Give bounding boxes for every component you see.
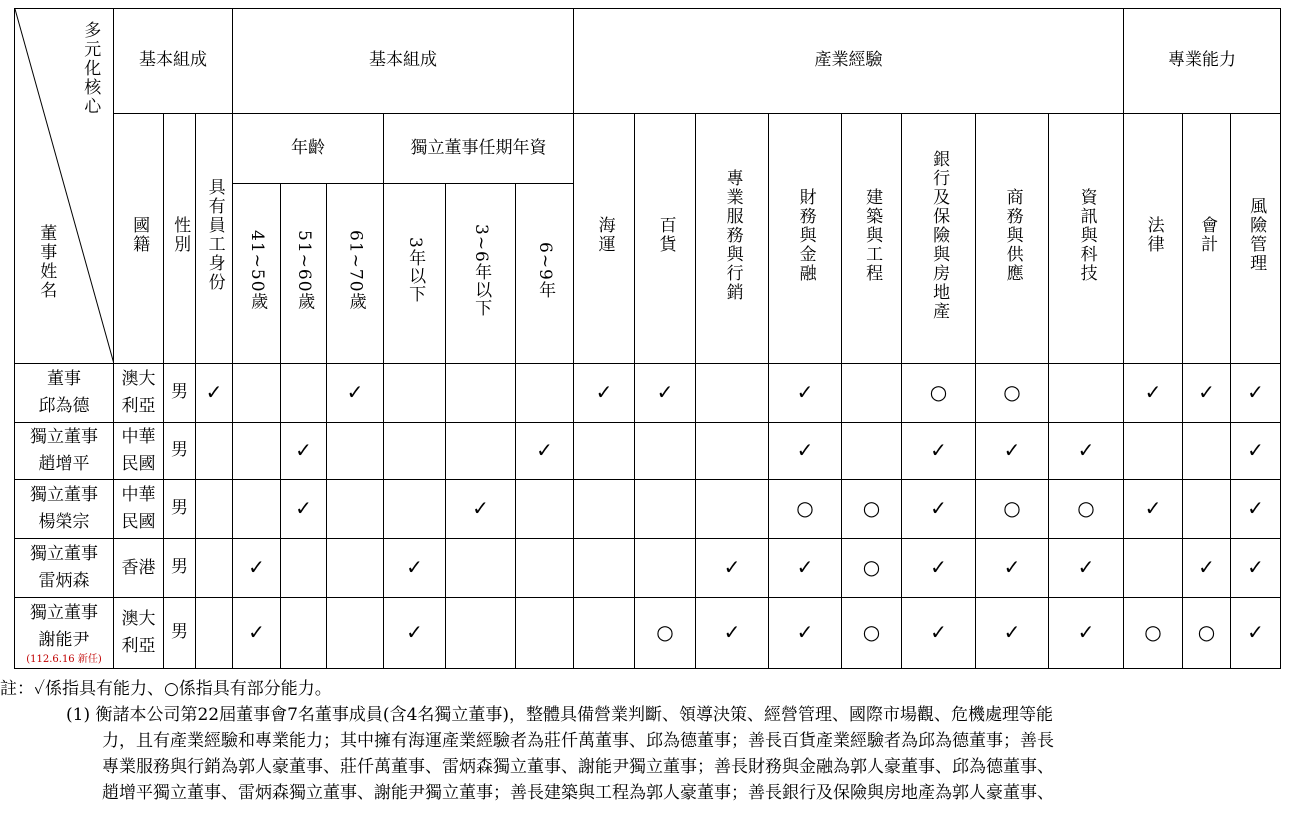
capability-cell [233,423,281,480]
partial-circle-icon: ○ [929,380,948,405]
capability-cell [902,423,976,480]
capability-cell [1183,423,1231,480]
partial-circle-icon: ○ [1197,620,1216,645]
capability-cell [574,598,635,669]
capability-cell [1049,423,1124,480]
check-mark-icon: ✓ [723,620,741,645]
check-mark-icon: ✓ [723,555,741,580]
director-name-cell [15,364,114,423]
partial-circle-icon: ○ [796,496,814,521]
check-mark-icon: ✓ [406,620,423,645]
capability-cell [696,480,769,539]
check-mark-icon: ✓ [595,380,613,405]
gender-cell: 男 [164,598,196,669]
board-diversity-table [14,8,1281,669]
capability-cell [769,598,842,669]
capability-cell [327,598,384,669]
nationality-text: 澳大 [121,369,156,389]
col-header-age-51-60: 51~60歲 [281,184,327,364]
check-mark-icon: ✓ [930,555,947,580]
col-header-gender: 性別 [164,114,196,364]
capability-cell [769,480,842,539]
check-mark-icon: ✓ [796,620,814,645]
subgroup-header-age: 年齡 [233,114,384,184]
capability-cell [769,364,842,423]
nationality-cell [114,480,164,539]
capability-cell [574,480,635,539]
check-mark-icon: ✓ [1003,555,1021,580]
check-mark-icon: ✓ [796,438,814,463]
check-mark-icon: ✓ [1247,555,1264,580]
capability-cell [635,423,696,480]
capability-cell [233,598,281,669]
director-name-cell [15,480,114,539]
capability-cell [1231,423,1281,480]
check-mark-icon: ✓ [1003,438,1021,463]
col-header-tenure-6-9: 6~9年 [516,184,574,364]
table-row [15,364,1281,423]
check-mark-icon: ✓ [1247,496,1264,521]
capability-cell [842,480,902,539]
capability-cell [842,539,902,598]
director-name: 邱為德 [38,396,90,416]
check-mark-icon: ✓ [472,496,489,521]
capability-cell [1124,423,1183,480]
capability-cell [281,480,327,539]
capability-cell [281,364,327,423]
col-header-banking: 銀行及保險與房地產 [902,114,976,364]
director-title: 獨立董事 [30,485,98,505]
col-header-age-41-50: 41~50歲 [233,184,281,364]
capability-cell [446,480,516,539]
capability-cell [976,423,1049,480]
check-mark-icon: ✓ [295,438,312,463]
check-mark-icon: ✓ [248,620,265,645]
nationality-text: 中華 [121,427,156,447]
capability-cell [1231,539,1281,598]
capability-cell [1231,598,1281,669]
note-paragraph-line: 專業服務與行銷為郭人豪董事、莊仟萬董事、雷炳森獨立董事、謝能尹獨立董事；善長財務與金融為郭人豪董事、邱為德董事、 [102,757,1054,777]
director-name: 楊榮宗 [38,512,90,532]
check-mark-icon: ✓ [1247,438,1264,463]
check-mark-icon: ✓ [930,496,947,521]
capability-cell [574,423,635,480]
capability-cell [516,598,574,669]
capability-cell [384,480,446,539]
capability-cell [281,423,327,480]
capability-cell [516,539,574,598]
capability-cell [384,598,446,669]
capability-cell [902,598,976,669]
table-body [15,364,1281,669]
gender-cell: 男 [164,480,196,539]
capability-cell [902,480,976,539]
partial-circle-icon: ○ [1003,380,1021,405]
capability-cell [976,364,1049,423]
col-header-trade: 商務與供應 [976,114,1049,364]
capability-cell [446,423,516,480]
group-header-professional: 專業能力 [1124,9,1281,114]
note-paragraph-line: 趙增平獨立董事、雷炳森獨立董事、謝能尹獨立董事；善長建築與工程為郭人豪董事；善長銀行及保險與房地產為郭人豪董事、 [102,783,1054,803]
capability-cell [1124,539,1183,598]
capability-cell [233,480,281,539]
director-name-cell [15,423,114,480]
capability-cell [574,539,635,598]
capability-cell [574,364,635,423]
director-name-cell [15,539,114,598]
capability-cell [696,364,769,423]
col-header-shipping: 海運 [574,114,635,364]
check-mark-icon: ✓ [796,555,814,580]
capability-cell [635,480,696,539]
check-mark-icon: ✓ [346,380,364,405]
capability-cell [976,598,1049,669]
capability-cell [384,423,446,480]
capability-cell [1049,480,1124,539]
check-mark-icon: ✓ [205,380,223,405]
director-name-cell [15,598,114,669]
director-title: 獨立董事 [30,427,98,447]
col-header-tenure-3-6: 3~6年以下 [446,184,516,364]
check-mark-icon: ✓ [1077,555,1095,580]
capability-cell [327,364,384,423]
partial-circle-icon: ○ [862,555,881,580]
legend-note: 註：✓係指具有能力、○係指具有部分能力。 [0,679,332,699]
check-mark-icon: ✓ [1144,380,1162,405]
capability-cell [281,539,327,598]
nationality-text: 香港 [121,557,156,578]
capability-cell [516,423,574,480]
nationality-cell [114,598,164,669]
capability-cell [1124,598,1183,669]
corner-top-label: 多元化核心 [80,21,101,116]
check-mark-icon: ✓ [1144,496,1162,521]
capability-cell [446,364,516,423]
col-header-retail: 百貨 [635,114,696,364]
director-name: 雷炳森 [38,571,90,591]
capability-cell [281,598,327,669]
check-mark-icon: ✓ [656,380,674,405]
check-mark-icon: ✓ [536,438,553,463]
table-row [15,423,1281,480]
partial-circle-icon: ○ [656,620,674,645]
col-header-tenure-under-3: 3年以下 [384,184,446,364]
nationality-text: 澳大 [121,609,156,629]
capability-cell [976,480,1049,539]
capability-cell [1049,598,1124,669]
capability-cell [233,364,281,423]
check-mark-icon: ✓ [1247,620,1264,645]
capability-cell [446,539,516,598]
partial-circle-icon: ○ [862,496,881,521]
director-name: 趙增平 [38,454,90,474]
capability-cell [635,598,696,669]
capability-cell [196,423,233,480]
capability-cell [1049,364,1124,423]
capability-cell [446,598,516,669]
capability-cell [384,364,446,423]
corner-bottom-label: 董事姓名 [36,224,57,300]
nationality-text: 利亞 [121,636,156,656]
corner-header-cell [15,9,114,364]
capability-cell [1049,539,1124,598]
nationality-text: 利亞 [121,396,156,416]
capability-cell [1183,364,1231,423]
notes-section [0,676,1296,806]
new-appointment-note: (112.6.16 新任) [26,654,102,665]
capability-cell [1124,480,1183,539]
gender-cell: 男 [164,364,196,423]
check-mark-icon: ✓ [1003,620,1021,645]
capability-cell [902,364,976,423]
capability-cell [842,364,902,423]
col-header-employee: 具有員工身份 [196,114,233,364]
capability-cell [902,539,976,598]
capability-cell [842,423,902,480]
note-paragraph-line: 力，且有產業經驗和專業能力；其中擁有海運產業經驗者為莊仟萬董事、邱為德董事；善長百貨產業經驗者為邱為德董事；善長 [102,731,1054,751]
capability-cell [696,539,769,598]
check-mark-icon: ✓ [930,438,947,463]
nationality-cell [114,539,164,598]
capability-cell [1183,598,1231,669]
check-mark-icon: ✓ [796,380,814,405]
nationality-cell [114,364,164,423]
nationality-cell [114,423,164,480]
table-row [15,480,1281,539]
capability-cell [1231,364,1281,423]
nationality-text: 民國 [121,454,156,474]
capability-cell [516,364,574,423]
director-title: 董事 [47,369,81,389]
capability-cell [327,423,384,480]
capability-cell [327,480,384,539]
group-header-industry: 產業經驗 [574,9,1124,114]
capability-cell [635,364,696,423]
capability-cell [976,539,1049,598]
capability-cell [635,539,696,598]
check-mark-icon: ✓ [1247,380,1264,405]
partial-circle-icon: ○ [862,620,881,645]
partial-circle-icon: ○ [1003,496,1021,521]
table-row [15,539,1281,598]
col-header-accounting: 會計 [1183,114,1231,364]
subgroup-header-tenure: 獨立董事任期年資 [384,114,574,184]
check-mark-icon: ✓ [930,620,947,645]
check-mark-icon: ✓ [406,555,423,580]
nationality-text: 中華 [121,485,156,505]
col-header-nationality: 國籍 [114,114,164,364]
group-header-basic-2: 基本組成 [233,9,574,114]
capability-cell [1183,480,1231,539]
capability-cell [842,598,902,669]
capability-cell [196,539,233,598]
col-header-finance: 財務與金融 [769,114,842,364]
check-mark-icon: ✓ [1077,620,1095,645]
gender-cell: 男 [164,423,196,480]
check-mark-icon: ✓ [1198,380,1215,405]
capability-cell [1183,539,1231,598]
capability-cell [769,539,842,598]
capability-cell [233,539,281,598]
check-mark-icon: ✓ [248,555,265,580]
col-header-risk: 風險管理 [1231,114,1281,364]
capability-cell [516,480,574,539]
capability-cell [769,423,842,480]
check-mark-icon: ✓ [295,496,312,521]
table-row [15,598,1281,669]
col-header-construction: 建築與工程 [842,114,902,364]
capability-cell [196,480,233,539]
capability-cell [327,539,384,598]
capability-cell [696,598,769,669]
capability-cell [196,364,233,423]
col-header-services: 專業服務與行銷 [696,114,769,364]
capability-cell [384,539,446,598]
partial-circle-icon: ○ [1077,496,1095,521]
check-mark-icon: ✓ [1198,555,1215,580]
col-header-age-61-70: 61~70歲 [327,184,384,364]
capability-cell [1231,480,1281,539]
col-header-it: 資訊與科技 [1049,114,1124,364]
check-mark-icon: ✓ [1077,438,1095,463]
director-name: 謝能尹 [38,630,90,650]
capability-cell [696,423,769,480]
nationality-text: 民國 [121,512,156,532]
gender-cell: 男 [164,539,196,598]
director-title: 獨立董事 [30,603,98,623]
capability-cell [1124,364,1183,423]
director-title: 獨立董事 [30,544,98,564]
capability-cell [196,598,233,669]
note-paragraph-line: (1) 衡諸本公司第22屆董事會7名董事成員(含4名獨立董事)，整體具備營業判斷、領導決策、經營管理、國際市場觀、危機處理等能 [66,705,1054,725]
col-header-law: 法律 [1124,114,1183,364]
group-header-basic-1: 基本組成 [114,9,233,114]
partial-circle-icon: ○ [1144,620,1162,645]
